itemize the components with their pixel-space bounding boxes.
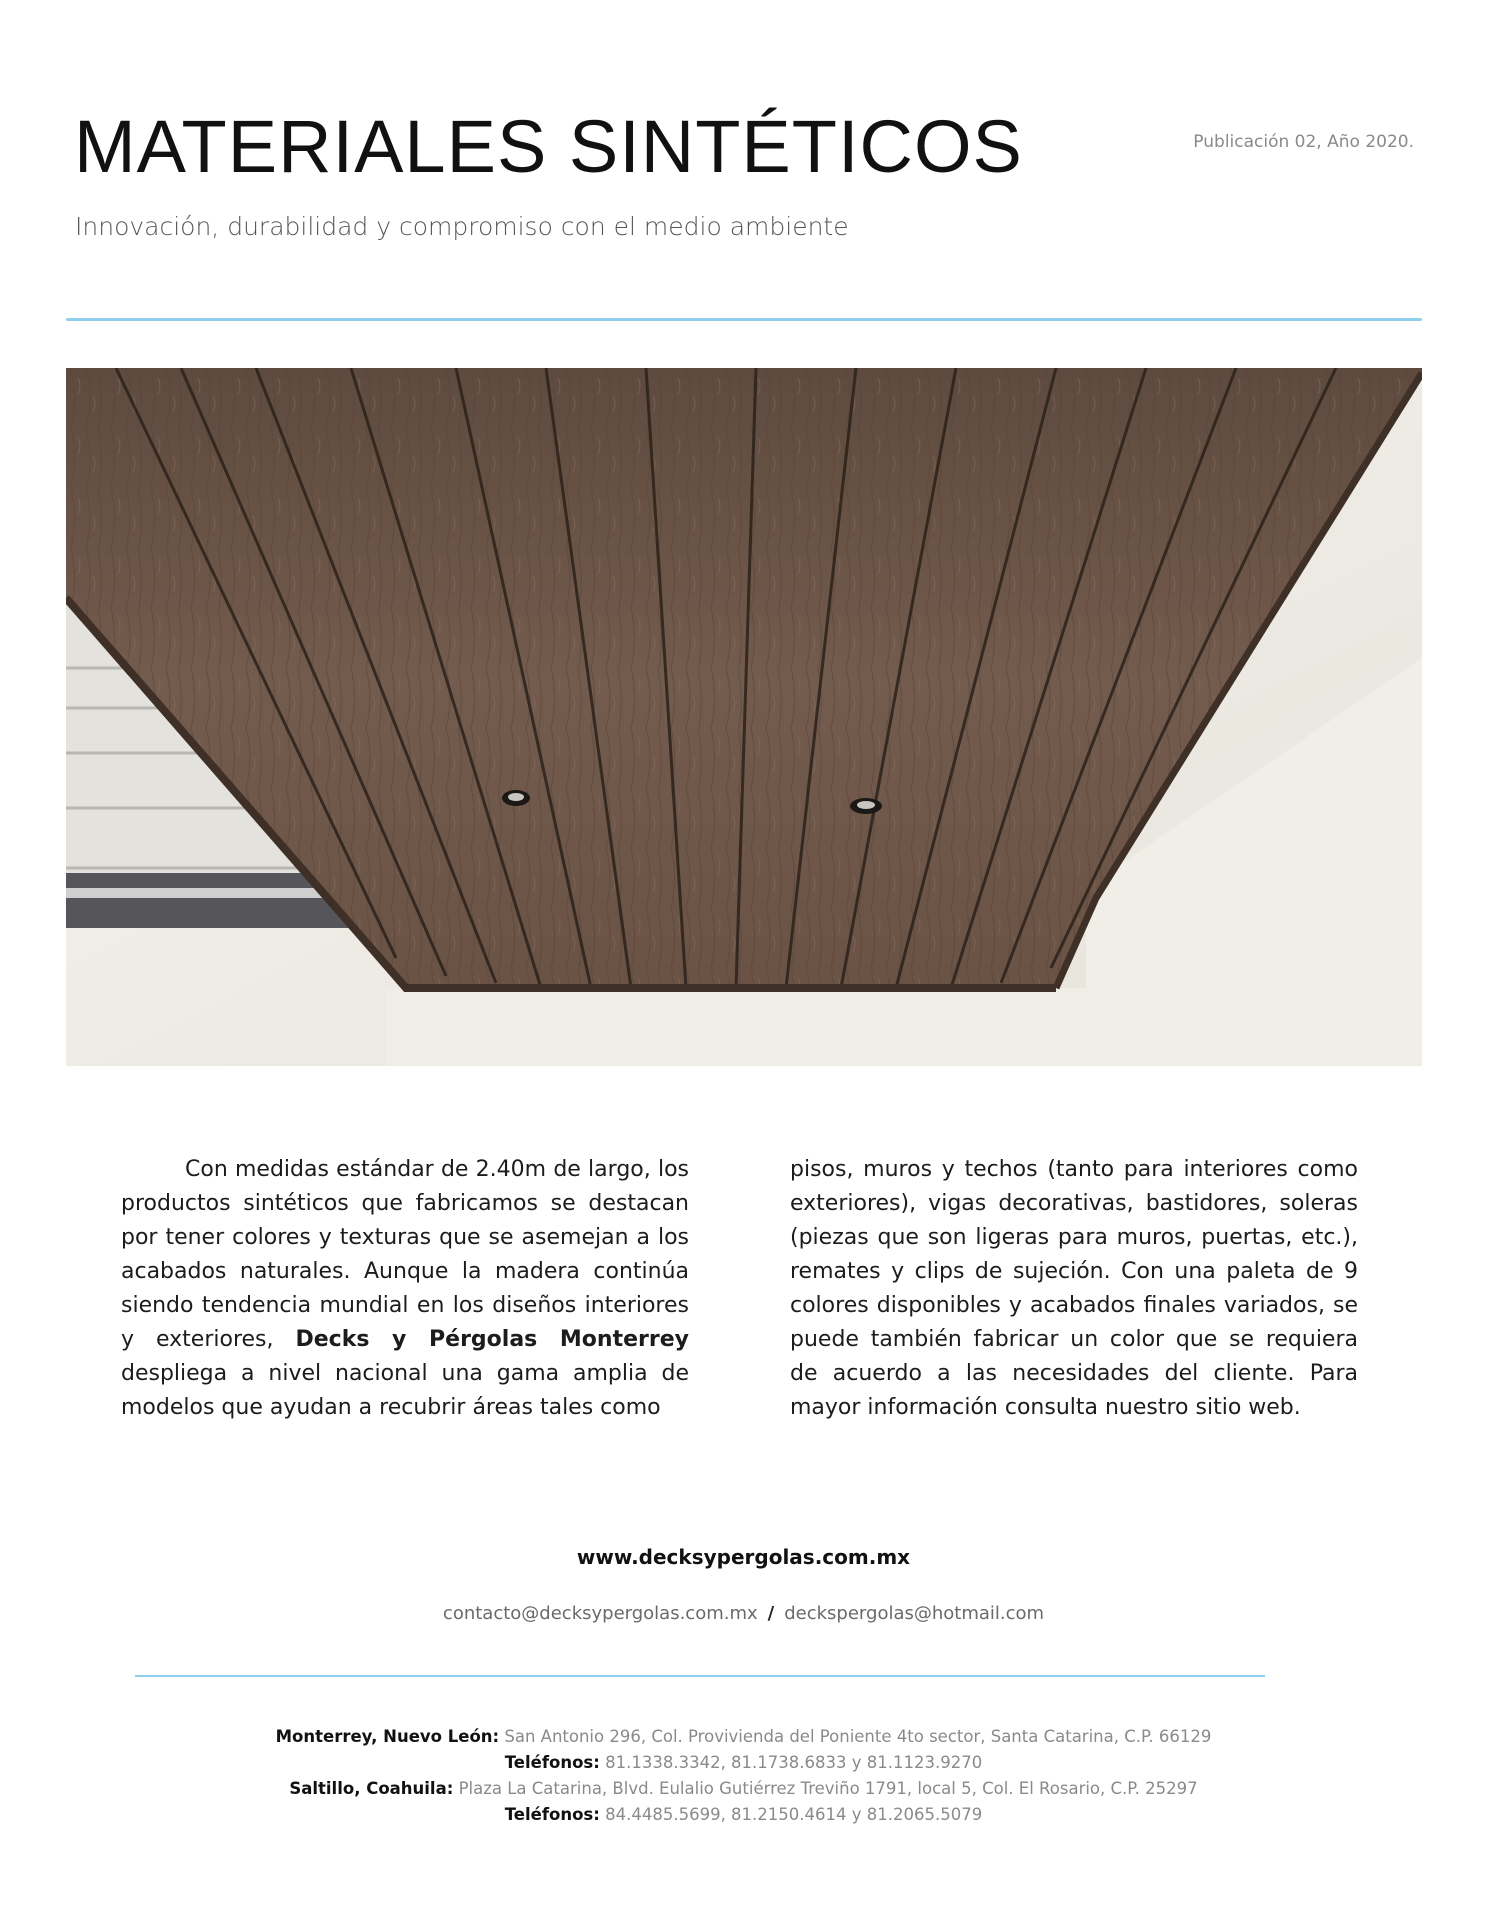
phone-label: Teléfonos: <box>504 1805 600 1824</box>
email-hotmail[interactable]: deckspergolas@hotmail.com <box>784 1603 1045 1624</box>
email-separator: / <box>767 1603 775 1624</box>
brand-name: Decks y Pérgolas Monterrey <box>295 1327 689 1352</box>
email-line <box>0 1603 1487 1624</box>
top-divider <box>66 318 1422 321</box>
address-text: Plaza La Catarina, Blvd. Eulalio Gutiérrez Treviño 1791, local 5, Col. El Rosario, C.P. 25297 <box>453 1779 1198 1798</box>
email-contact[interactable]: contacto@decksypergolas.com.mx <box>442 1603 758 1624</box>
address-label: Monterrey, Nuevo León: <box>275 1727 500 1746</box>
phone-line <box>0 1750 1487 1776</box>
ceiling-illustration <box>66 368 1422 1066</box>
phone-numbers: 81.1338.3342, 81.1738.6833 y 81.1123.9270 <box>599 1753 983 1772</box>
address-text: San Antonio 296, Col. Provivienda del Poniente 4to sector, Santa Catarina, C.P. 66129 <box>499 1727 1212 1746</box>
phone-label: Teléfonos: <box>504 1753 600 1772</box>
page-subtitle: Innovación, durabilidad y compromiso con el medio ambiente <box>75 212 849 241</box>
bottom-divider <box>135 1675 1265 1677</box>
ceiling-photo <box>66 368 1422 1066</box>
address-block <box>0 1724 1487 1828</box>
body-text-left-part1: Con medidas estándar de 2.40m de largo, los productos sintéticos que fabricamos se destacan por tener colores y texturas que se asemejan a los acabados naturales. Aunque la madera continúa siendo tendencia mundial en los diseños interiores y exteriores, <box>121 1157 689 1352</box>
address-line <box>0 1724 1487 1750</box>
body-text-left <box>121 1153 689 1425</box>
phone-line <box>0 1802 1487 1828</box>
body-text-right: pisos, muros y techos (tanto para interiores como exteriores), vigas decorativas, bastidores, soleras (piezas que son ligeras para muros, puertas, etc.), remates y clips de sujeción. Con una paleta de 9 colores disponibles y acabados finales variados, se puede también fabricar un color que se requiera de acuerdo a las necesidades del cliente. Para mayor información consulta nuestro sitio web. <box>790 1157 1358 1420</box>
phone-numbers: 84.4485.5699, 81.2150.4614 y 81.2065.5079 <box>599 1805 983 1824</box>
body-text-left-part2: despliega a nivel nacional una gama amplia de modelos que ayudan a recubrir áreas tales como <box>121 1361 689 1420</box>
address-line <box>0 1776 1487 1802</box>
publication-info: Publicación 02, Año 2020. <box>1193 132 1414 152</box>
website-link[interactable]: www.decksypergolas.com.mx <box>576 1545 911 1569</box>
address-label: Saltillo, Coahuila: <box>289 1779 454 1798</box>
page-title: MATERIALES SINTÉTICOS <box>74 105 1023 188</box>
